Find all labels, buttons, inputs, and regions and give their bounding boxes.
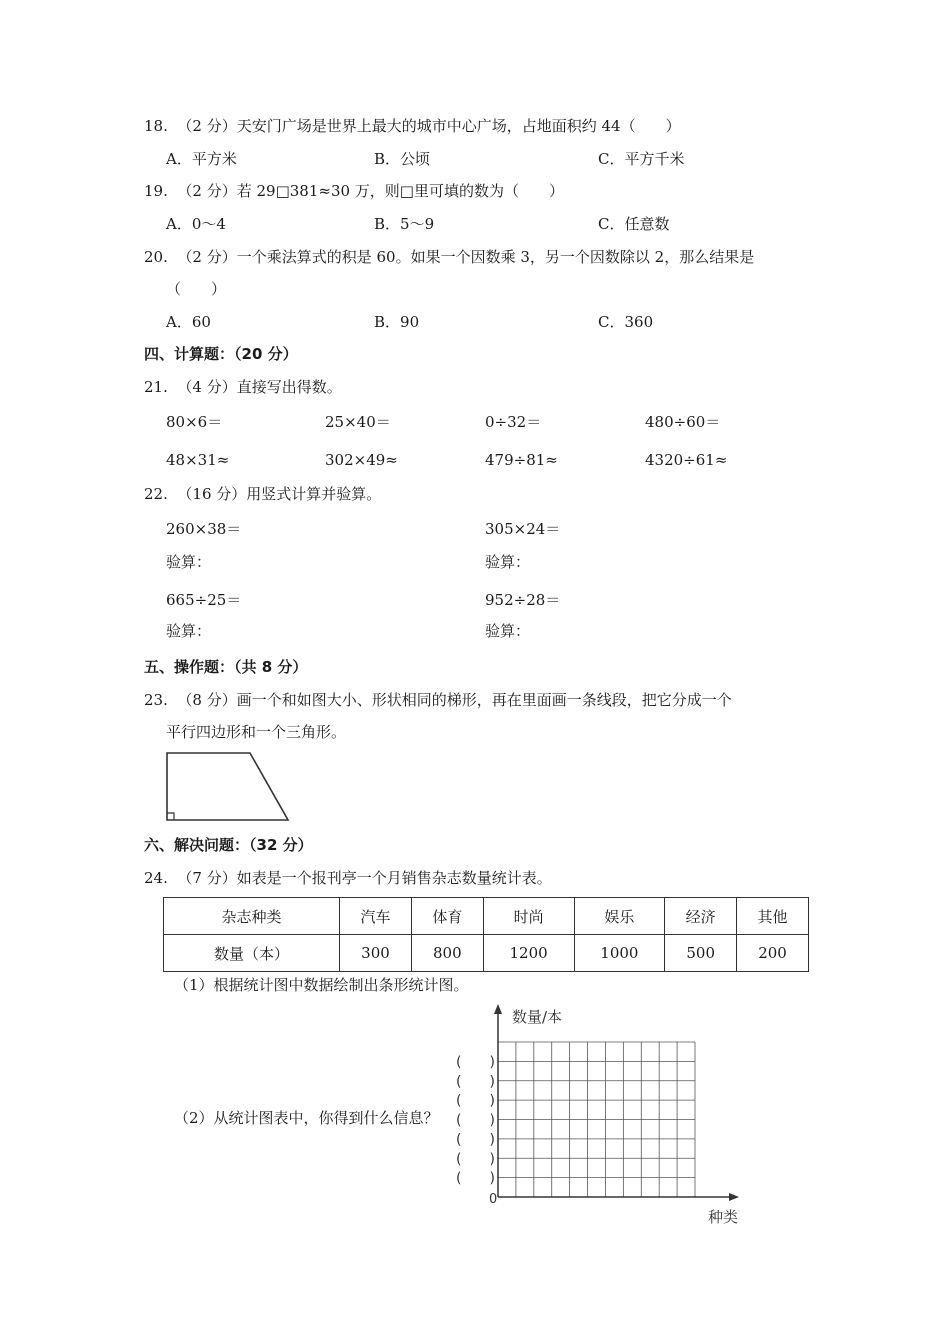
table-cell: 其他 [737, 898, 809, 935]
y-blank-label: ( ) [456, 1054, 495, 1071]
q24-stem: （7 分）如表是一个报刊亭一个月销售杂志数量统计表。 [177, 869, 552, 887]
q22-check-label: 验算： [485, 622, 531, 640]
q20-line [144, 247, 754, 267]
y-blank-label: ( ) [456, 1131, 495, 1148]
q22-item: 665÷25＝ [166, 591, 242, 609]
q23-stem: （8 分）画一个和如图大小、形状相同的梯形，再在里面画一条线段，把它分成一个 [177, 691, 732, 709]
q22-check-label: 验算： [166, 622, 212, 640]
q20-stem: （2 分）一个乘法算式的积是 60。如果一个因数乘 3，另一个因数除以 2，那么结果是 [177, 248, 755, 266]
q18-option-a[interactable]: A．平方米 [166, 150, 237, 168]
q19-number: 19. [144, 182, 168, 200]
q21-line [144, 377, 342, 397]
y-axis-arrow-icon [494, 1004, 502, 1014]
q21-item: 0÷32＝ [485, 413, 542, 431]
blank-bar-chart [452, 1000, 752, 1232]
origin-label: 0 [489, 1192, 498, 1207]
magazine-sales-table [163, 897, 809, 972]
q19-option-b[interactable]: B．5～9 [374, 215, 435, 233]
q20-number: 20. [144, 248, 168, 266]
table-cell: 1000 [574, 935, 665, 972]
table-cell: 体育 [411, 898, 483, 935]
table-row [164, 935, 809, 972]
y-blank-label: ( ) [456, 1112, 495, 1129]
q19-stem: （2 分）若 29□381≈30 万，则□里可填的数为（ ） [177, 182, 564, 200]
y-blank-label: ( ) [456, 1151, 495, 1168]
q20-stem-cont: （ ） [166, 280, 227, 298]
q23-stem-cont: 平行四边形和一个三角形。 [166, 723, 347, 741]
trapezoid-shape [167, 753, 288, 820]
x-axis-label: 种类 [708, 1208, 739, 1226]
table-header-row [164, 898, 809, 935]
y-blank-labels [456, 1054, 495, 1186]
q21-stem: （4 分）直接写出得数。 [177, 378, 342, 396]
q24-sub1: （1）根据统计图中数据绘制出条形统计图。 [174, 976, 469, 994]
table-cell: 500 [665, 935, 737, 972]
q22-check-label: 验算： [485, 553, 531, 571]
q20-option-c[interactable]: C．360 [598, 313, 654, 331]
table-cell: 1200 [483, 935, 574, 972]
table-cell: 800 [411, 935, 483, 972]
section4-title: 四、计算题：（20 分） [144, 345, 298, 363]
table-cell: 数量（本） [164, 935, 340, 972]
x-axis-arrow-icon [729, 1193, 739, 1201]
q23-number: 23. [144, 691, 168, 709]
q21-item: 25×40＝ [325, 413, 391, 431]
q24-line [144, 868, 552, 888]
q20-option-b[interactable]: B．90 [374, 313, 420, 331]
table-cell: 时尚 [483, 898, 574, 935]
chart-grid [498, 1042, 695, 1197]
y-blank-label: ( ) [456, 1073, 495, 1090]
q22-check-label: 验算： [166, 553, 212, 571]
q21-item: 302×49≈ [325, 451, 398, 469]
q18-stem: （2 分）天安门广场是世界上最大的城市中心广场，占地面积约 44（ ） [177, 117, 681, 135]
table-cell: 300 [340, 935, 412, 972]
q22-line [144, 484, 381, 504]
q21-item: 48×31≈ [166, 451, 230, 469]
q19-option-c[interactable]: C．任意数 [598, 215, 670, 233]
q21-item: 80×6＝ [166, 413, 223, 431]
q20-option-a[interactable]: A．60 [166, 313, 211, 331]
section6-title: 六、解决问题：（32 分） [144, 836, 313, 854]
q21-number: 21. [144, 378, 168, 396]
table-cell: 娱乐 [574, 898, 665, 935]
q21-item: 4320÷61≈ [645, 451, 728, 469]
q18-line [144, 116, 681, 136]
q24-sub2: （2）从统计图表中，你得到什么信息？ [174, 1109, 439, 1127]
table-cell: 汽车 [340, 898, 412, 935]
q19-line [144, 181, 564, 201]
q23-line [144, 690, 732, 710]
table-cell: 杂志种类 [164, 898, 340, 935]
q21-item: 479÷81≈ [485, 451, 558, 469]
right-angle-mark [167, 813, 174, 820]
table-cell: 200 [737, 935, 809, 972]
q18-option-c[interactable]: C．平方千米 [598, 150, 685, 168]
y-blank-label: ( ) [456, 1170, 495, 1187]
q21-item: 480÷60＝ [645, 413, 721, 431]
trapezoid-figure [160, 750, 295, 825]
q19-option-a[interactable]: A．0～4 [166, 215, 226, 233]
y-blank-label: ( ) [456, 1093, 495, 1110]
q22-stem: （16 分）用竖式计算并验算。 [177, 485, 382, 503]
section5-title: 五、操作题：（共 8 分） [144, 658, 308, 676]
table-cell: 经济 [665, 898, 737, 935]
q24-number: 24. [144, 869, 168, 887]
q22-item: 305×24＝ [485, 520, 561, 538]
q22-item: 952÷28＝ [485, 591, 561, 609]
y-axis-label: 数量/本 [512, 1008, 563, 1026]
q22-number: 22. [144, 485, 168, 503]
q18-number: 18. [144, 117, 168, 135]
q18-option-b[interactable]: B．公顷 [374, 150, 431, 168]
q22-item: 260×38＝ [166, 520, 242, 538]
